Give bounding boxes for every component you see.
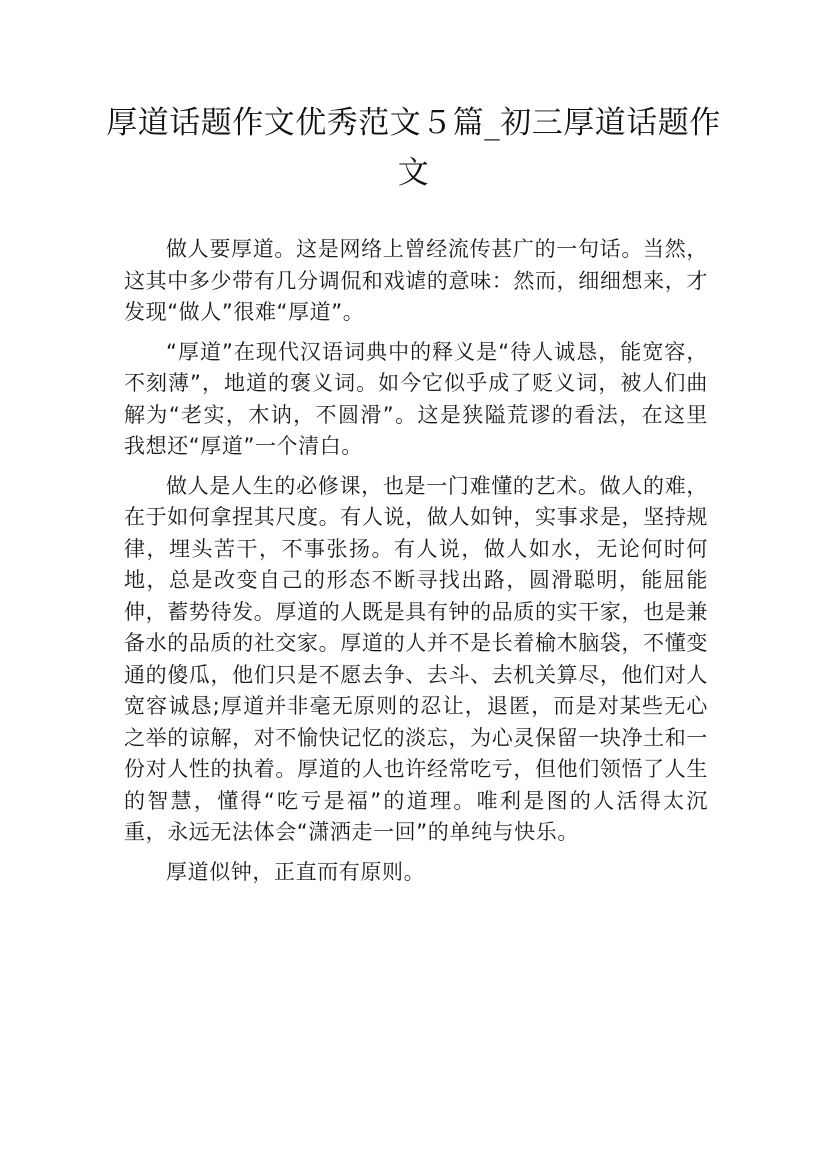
paragraph: “厚道”在现代汉语词典中的释义是“待人诚恳，能宽容，不刻薄”，地道的褒义词。如今它似乎成了贬义词，被人们曲解为“老实，木讷，不圆滑”。这是狭隘荒谬的看法，在这里我想还“厚道”一个清白。 — [124, 339, 708, 458]
paragraph: 做人是人生的必修课，也是一门难懂的艺术。做人的难，在于如何拿捏其尺度。有人说，做人如钟，实事求是，坚持规律，埋头苦干，不事张扬。有人说，做人如水，无论何时何地，总是改变自己的形态不断寻找出路，圆滑聪明，能屈能伸，蓄势待发。厚道的人既是具有钟的品质的实干家，也是兼备水的品质的社交家。厚道的人并不是长着榆木脑袋，不懂变通的傻瓜，他们只是不愿去争、去斗、去机关算尽，他们对人宽容诚恳;厚道并非毫无原则的忍让，退匿，而是对某些无心之举的谅解，对不愉快记忆的淡忘，为心灵保留一块净土和一份对人性的执着。厚道的人也许经常吃亏，但他们领悟了人生的智慧，懂得“吃亏是福”的道理。唯利是图的人活得太沉重，永远无法体会“潇洒走一回”的单纯与快乐。 — [124, 473, 708, 844]
document-title: 厚道话题作文优秀范文５篇_初三厚道话题作文 — [106, 105, 721, 191]
paragraph: 做人要厚道。这是网络上曾经流传甚广的一句话。当然，这其中多少带有几分调侃和戏谑的意味：然而，细细想来，才发现“做人”很难“厚道”。 — [124, 237, 708, 324]
paragraph: 厚道似钟，正直而有原则。 — [166, 859, 426, 884]
document-body — [124, 234, 708, 896]
